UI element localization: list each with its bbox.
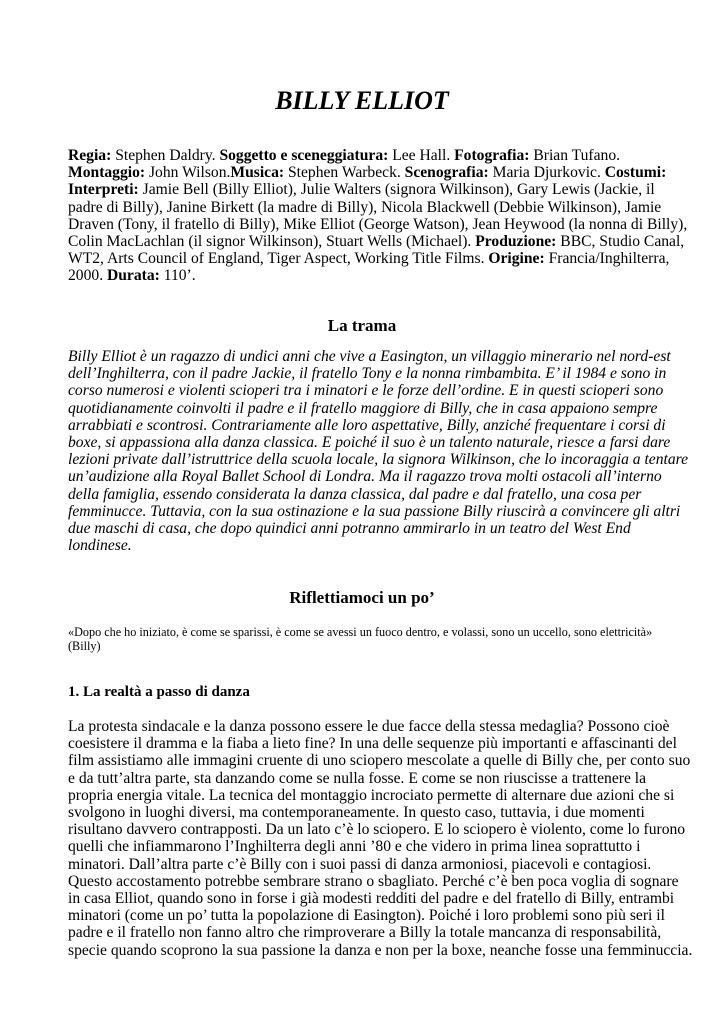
text-line: svolgono in luoghi diversi, ma contemporaneamente. In questo caso, tuttavia, i due momenti [68,804,645,822]
text-line: La protesta sindacale e la danza possono essere le due facce della stessa medaglia? Possono cioè [68,718,670,735]
quote-text: «Dopo che ho iniziato, è come se sparissi, è come se avessi un fuoco dentro, e volassi, sono un uccello, sono elettricità» [68,625,653,639]
text-line: due maschi di casa, che dopo quindici anni potranno ammirarlo in un teatro del West End [68,520,631,538]
credits-line [68,147,668,164]
text-line: coesistere il dramma e la fiaba a lieto fine? In una delle sequenze più importanti e affascinanti del [68,735,677,753]
credits-line [68,250,668,267]
text-line: arrabbiati e scontrosi. Contrariamente alle loro aspettative, Billy, anziché frequentare i corsi di [68,416,666,434]
credit-value: Maria Djurkovic. [488,164,605,182]
quote [68,625,652,653]
credit-value: BBC, Studio Canal, [556,233,685,251]
credit-label: Soggetto e sceneggiatura: [219,147,389,164]
section1-paragraph [68,718,693,959]
credit-value: padre di Billy), Janine Birkett (la madre di Billy), Nicola Blackwell (Debbie Wilkinson), Jamie [68,198,662,216]
credit-label: Montaggio: [68,164,146,182]
credits-line [68,233,685,251]
text-line: padre e il fratello non fanno altro che rimproverare a Billy la totale mancanza di responsabilità, [68,924,662,942]
credit-label: Regia: [68,147,112,164]
text-line: Questo accostamento potrebbe sembrare strano o sbagliato. Perché c’è ben poca voglia di sognare [68,872,679,890]
credit-value: Francia/Inghilterra, [544,250,670,268]
text-line: Billy Elliot è un ragazzo di undici anni che vive a Easington, un villaggio minerario nel nord-est [68,348,671,365]
text-line: lezioni private dall’istruttrice della scuola locale, la signora Wilkinson, che lo incoraggia a tentare [68,451,689,469]
credit-label: Fotografia: [454,147,530,164]
credits-line [68,181,668,198]
text-line: dell’Inghilterra, con il padre Jackie, il fratello Tony e la nonna rimbambita. E’ il 1984 e sono in [68,365,667,383]
credit-value: 2000. [68,267,107,285]
text-line: quelli che infiammarono l’Inghilterra degli anni ’80 e che videro in prima linea soprattutto i [68,838,641,856]
text-line: minatori. Dall’altra parte c’è Billy con i suoi passi di danza armoniosi, piacevoli e contagiosi. [68,855,652,873]
credit-value: Stephen Warbeck. [284,164,405,182]
credit-value: WT2, Arts Council of England, Tiger Aspect, Working Title Films. [68,250,489,268]
credit-label: Interpreti: [68,181,139,199]
credit-label: Produzione: [475,233,557,251]
credits-line [68,215,688,233]
document-title: BILLY ELLIOT [275,86,449,115]
credit-value: Stephen Daldry. [111,147,220,164]
trama-heading: La trama [327,316,397,335]
credit-label: Durata: [106,267,160,285]
text-line: boxe, si appassiona alla danza classica. E poiché il suo è un talento naturale, riesce a farsi dare [68,434,671,452]
credit-label: Musica: [230,164,285,182]
text-line: femminucce. Tuttavia, con la sua ostinazione e la sua passione Billy riuscirà a convincere gli altri [68,502,681,520]
credit-value: Colin MacLachlan (il signor Wilkinson), Stuart Wells (Michael). [68,233,476,251]
quote-author: (Billy) [68,639,101,653]
text-line: quotidianamente coinvolti il padre e il fratello maggiore di Billy, che in casa appaiono sempre [68,399,658,417]
credit-value: Brian Tufano. [529,147,621,164]
text-line: specie quando scoprono la sua passione la danza e non per la boxe, neanche fosse una femminuccia. [68,941,693,959]
credit-label: Costumi: [604,164,667,182]
section1-heading: 1. La realtà a passo di danza [68,684,250,700]
credits-line [68,164,668,181]
text-line: risultano davvero contrapposti. Da un lato c’è lo sciopero. E lo sciopero è violento, come lo furono [68,821,686,839]
text-line: londinese. [68,537,132,555]
credit-value: Jamie Bell (Billy Elliot), Julie Walters (signora Wilkinson), Gary Lewis (Jackie, il [138,181,655,199]
text-line: minatori (come un po’ tutta la popolazione di Easington). Poiché i loro problemi sono più seri il [68,907,665,925]
text-line: un’audizione alla Royal Ballet School di Londra. Ma il ragazzo trova molti ostacoli all’interno [68,468,662,486]
riflettiamoci-heading: Riflettiamoci un po’ [289,588,435,607]
text-line: propria energia vitale. La tecnica del montaggio incrociato permette di alternare due azioni che si [68,786,675,804]
text-line: corso numerosi e violenti scioperi tra i minatori e le forze dell’ordine. E in questi scioperi sono [68,382,664,400]
text-line: film assistiamo alle immagini cruente di uno sciopero mescolate a quelle di Billy che, per conto suo [68,752,691,770]
credit-value: Lee Hall. [388,147,455,164]
text-line: e da tutt’altra parte, sta danzando come se nulla fosse. E come se non riuscisse a trattenere la [68,769,647,787]
credits-paragraph [68,147,688,285]
text-line: in casa Elliot, quando sono in forse i già modesti redditi del padre e del fratello di Billy, entrambi [68,890,675,908]
text-line: della famiglia, essendo considerata la danza classica, dal padre e dal fratello, una cosa per [68,485,642,503]
credit-value: Draven (Tony, il fratello di Billy), Mike Elliot (George Watson), Jean Heywood (la nonna di Billy), [68,215,688,233]
credit-value: 110’. [159,267,196,285]
trama-paragraph [68,348,689,555]
credit-label: Scenografia: [404,164,489,182]
credits-line [68,199,668,216]
credits-line [68,267,668,284]
credit-label: Origine: [488,250,545,268]
credit-value: John Wilson. [145,164,231,182]
